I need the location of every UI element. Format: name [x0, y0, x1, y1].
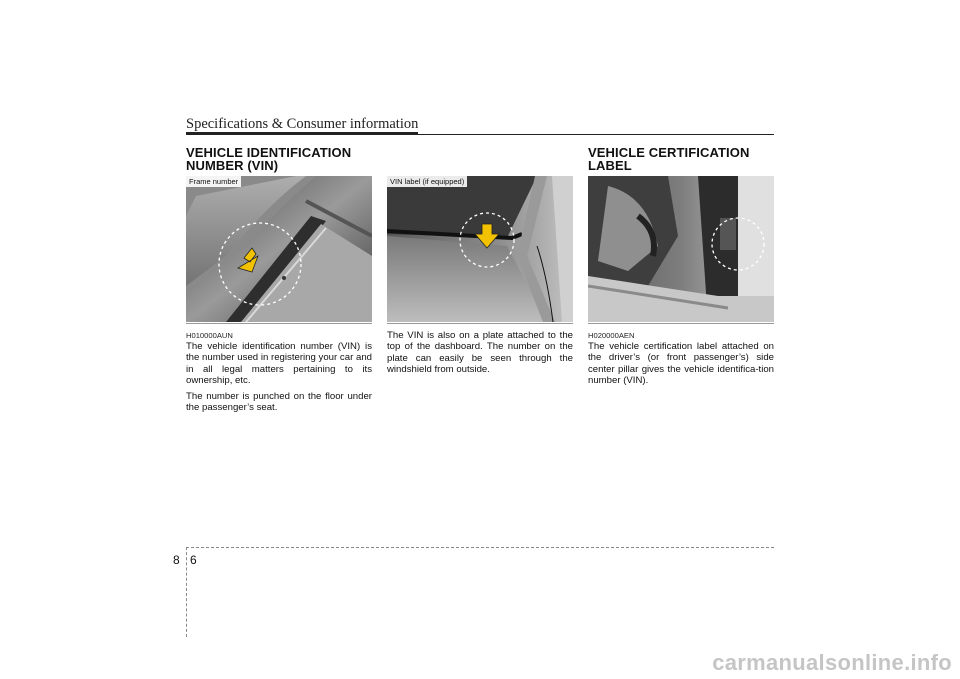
header-rule-thick: [186, 132, 418, 135]
page-number: 6: [190, 553, 197, 567]
paragraph: The number is punched on the floor under the passenger’s seat.: [186, 390, 372, 414]
photo-caption-vin-label: VIN label (if equipped): [387, 176, 467, 187]
section-title-vin: [186, 146, 351, 172]
section-title-certification: [588, 146, 749, 172]
footer-rule: [186, 547, 774, 548]
ref-code-1: H010000AUN: [186, 331, 233, 340]
photo-certification-label-image: [588, 176, 774, 322]
section-title-vin-line1: VEHICLE IDENTIFICATION: [186, 145, 352, 160]
photo-frame-number-image: [186, 176, 372, 322]
ref-code-3: H020000AEN: [588, 331, 635, 340]
body-text-col3: [588, 341, 774, 391]
section-title-certification-line1: VEHICLE CERTIFICATION: [588, 145, 750, 160]
section-title-certification-line2: LABEL: [588, 158, 632, 173]
photo-bar-1: [186, 323, 372, 324]
photo-bar-3: [588, 323, 774, 324]
watermark: carmanualsonline.info: [712, 650, 952, 675]
section-title-vin-line2: NUMBER (VIN): [186, 158, 279, 173]
paragraph: The vehicle certification label attached on the driver’s (or front passenger’s) side center pillar gives the vehicle identifica-tion number (VIN).: [588, 341, 774, 387]
header-rule-thin: [418, 134, 774, 135]
body-text-col1: [186, 341, 372, 417]
footer-vline: [186, 547, 187, 637]
photo-bar-2: [387, 323, 573, 324]
paragraph: The VIN is also on a plate attached to the top of the dashboard. The number on the plate can easily be seen through the windshield from outside.: [387, 330, 573, 376]
body-text-col2: [387, 330, 573, 380]
photo-caption-frame-number: Frame number: [186, 176, 241, 187]
photo-vin-label-image: [387, 176, 573, 322]
header-title: Specifications & Consumer information: [186, 116, 419, 132]
photo-certification-label: [588, 176, 774, 322]
page-chapter: 8: [173, 553, 180, 567]
photo-frame-number: [186, 176, 372, 322]
photo-vin-label: [387, 176, 573, 322]
paragraph: The vehicle identification number (VIN) is the number used in registering your car and in all legal matters pertaining to its ownership, etc.: [186, 341, 372, 387]
